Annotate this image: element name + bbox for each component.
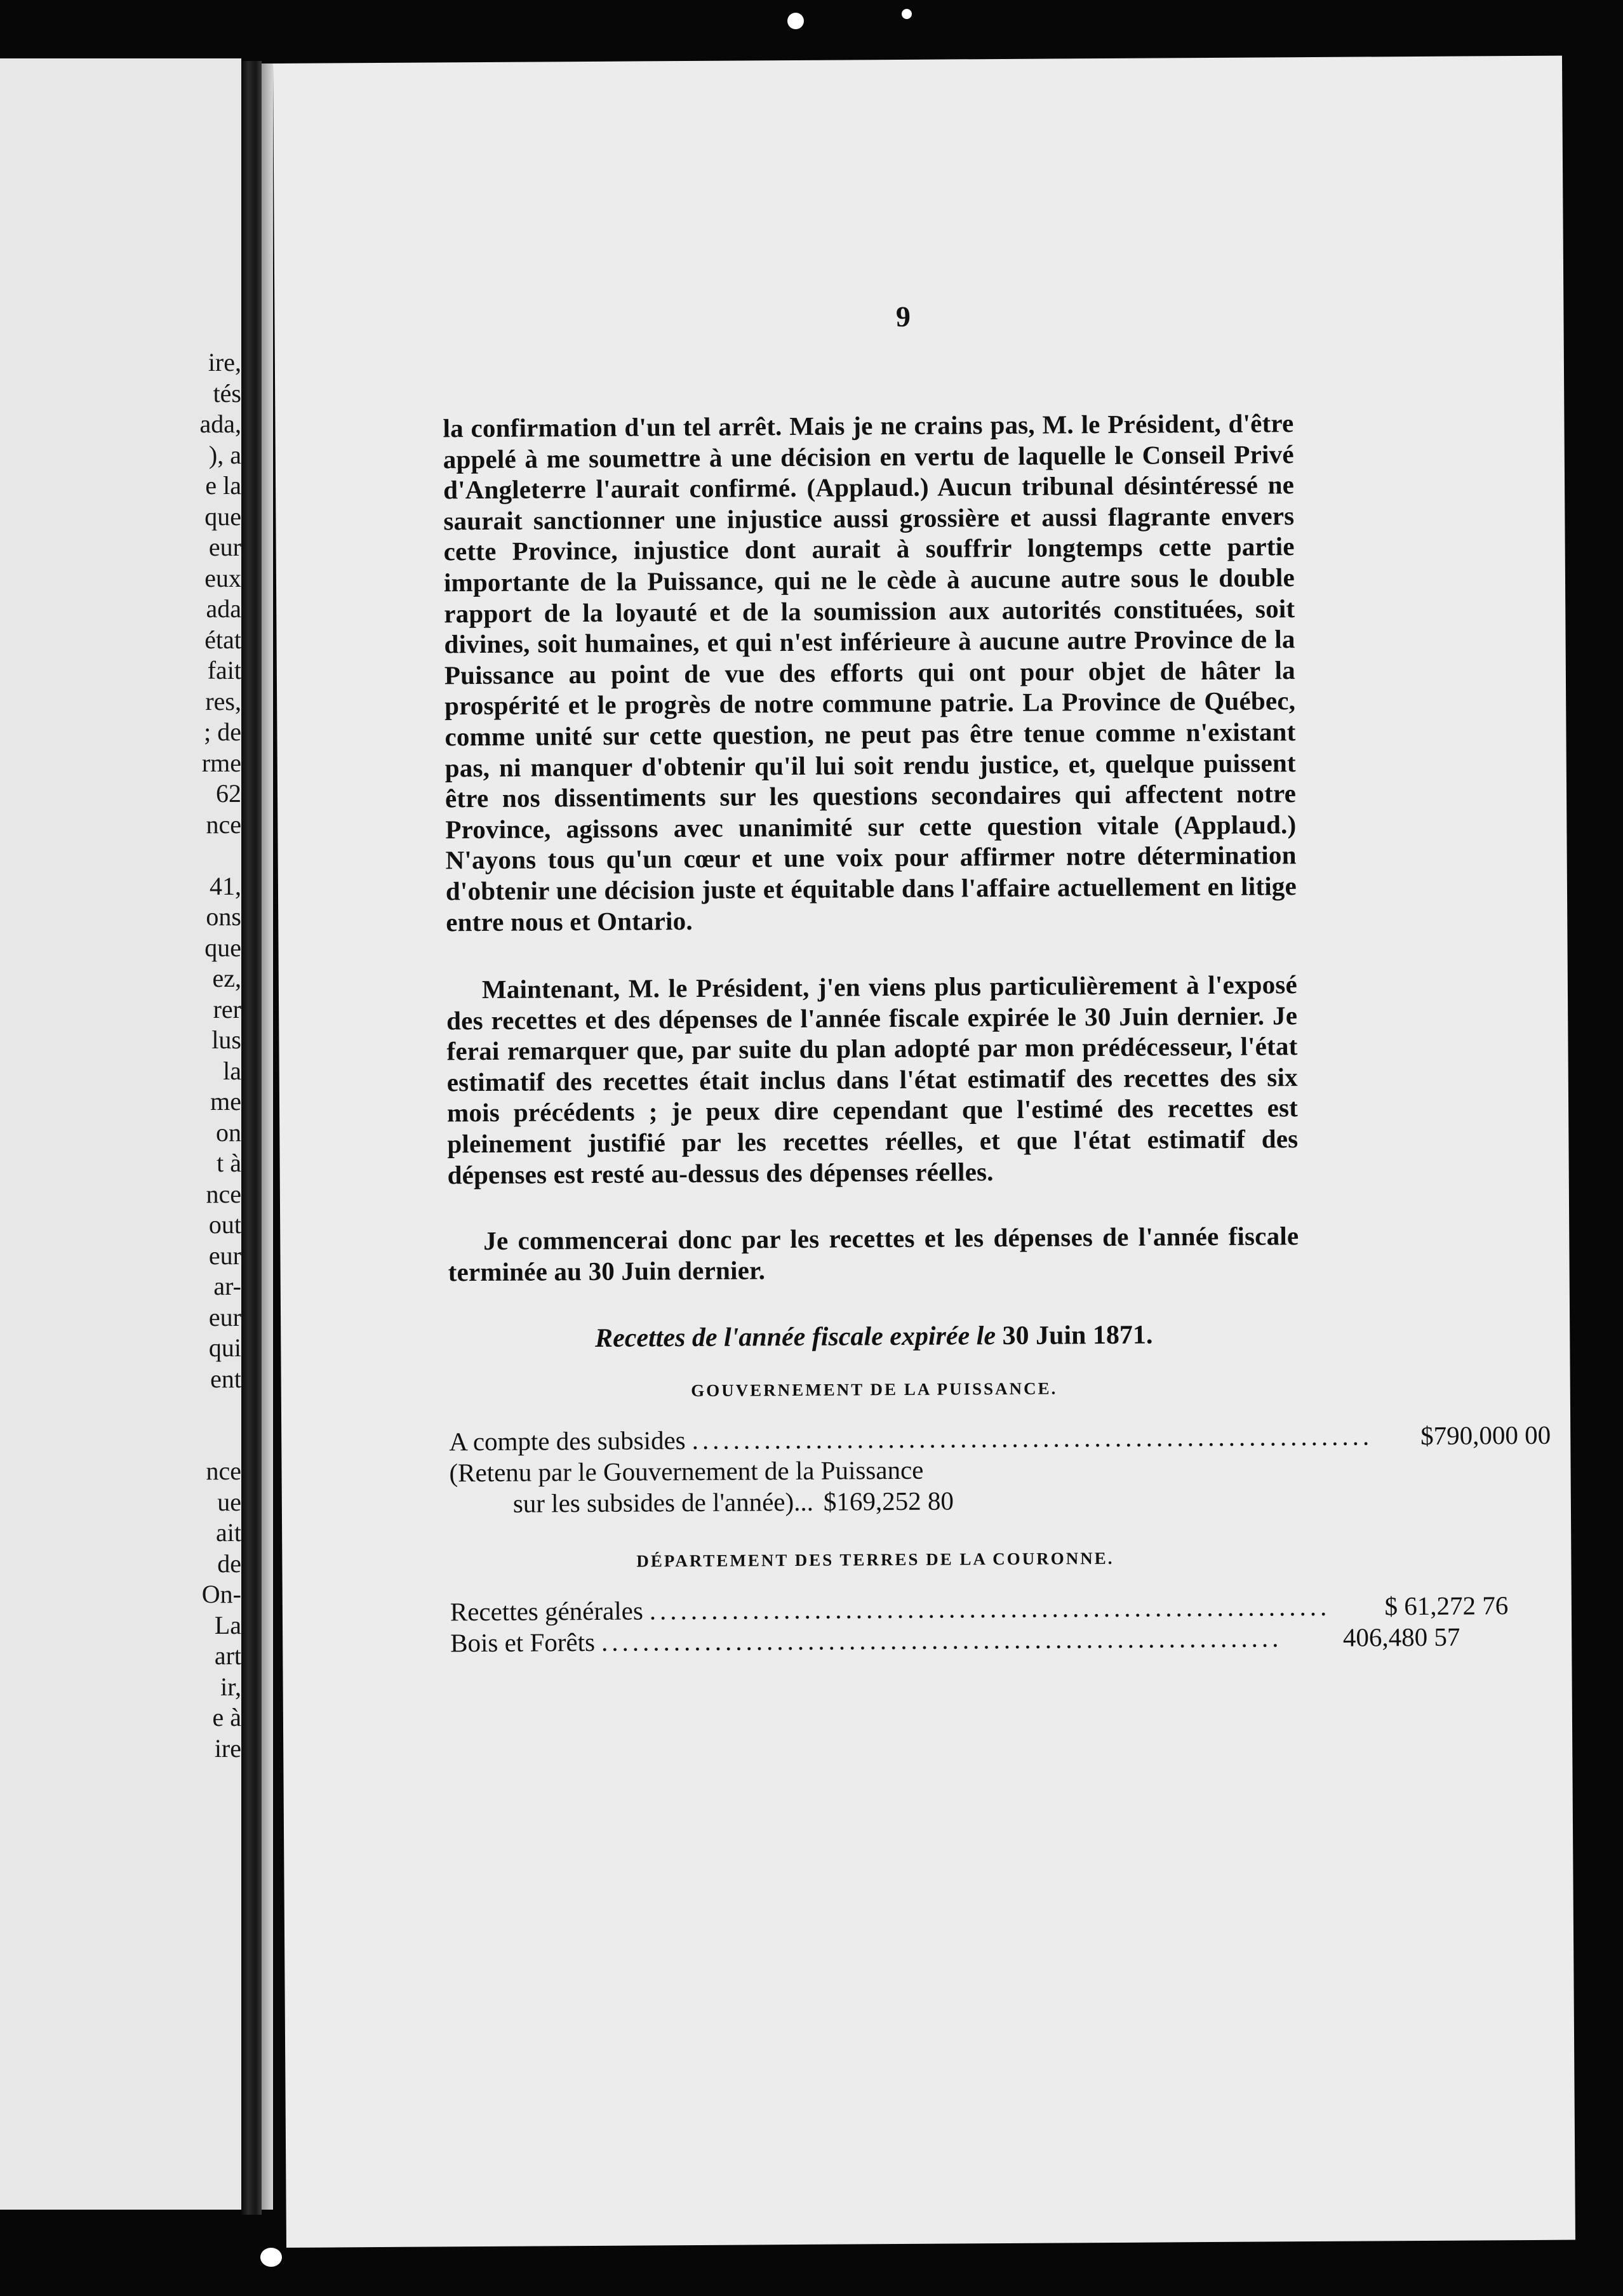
paragraph-1: la confirmation d'un tel arrêt. Mais je ne crains pas, M. le Président, d'être appelé à me soumettre à une décision en vertu de laquelle le Conseil Privé d'Angleterre l'aurait confirmé. (Applaud.) Aucun tribunal désintéressé ne saurait sanctionner une injustice aussi grossière et aussi flagrante envers cette Province, injustice dont aurait à souffrir longtemps cette partie importante de la Puissance, qui ne le cède à aucune autre sous le double rapport de la loyauté et de la soumission aux autorités constituées, soit divines, soit humaines, et qui n'est inférieure à aucune autre Province de la Puissance au point de vue des efforts qui ont pour objet de hâter la prospérité et le progrès de notre commune patrie. La Province de Québec, comme unité sur cette question, ne peut pas être tenue comme n'existant pas, ni manquer d'obtenir qu'il lui soit rendu justice, et, quelque puissent être nos dissentiments sur les questions secondaires qui affectent notre Province, agissons avec unanimité sur cette question vitale (Applaud.) N'ayons tous qu'un cœur et une voix pour affirmer notre détermination d'obtenir une décision juste et équitable dans l'affaire actuellement en litige entre nous et Ontario. — [443, 408, 1297, 937]
ledger-note-line-2 — [450, 1485, 1110, 1519]
facing-page-line-fragment: nce — [206, 1179, 241, 1208]
facing-page-line-fragment: eux — [204, 563, 241, 592]
facing-page-line-fragment — [165, 840, 241, 871]
facing-page-line-fragment: ; de — [204, 718, 241, 746]
facing-page-line-fragment: état — [204, 625, 241, 654]
ledger-terres — [450, 1591, 1509, 1659]
facing-page-line-fragment: de — [217, 1549, 241, 1578]
facing-page-line-fragment: eur — [208, 1302, 241, 1332]
facing-page-line-fragment: nce — [206, 810, 241, 839]
facing-page-line-fragment: la — [223, 1056, 241, 1085]
facing-page-line-fragment: nce — [206, 1457, 241, 1485]
book-binding-gutter — [241, 61, 262, 2215]
ledger-row-label: Bois et Forêts — [450, 1627, 596, 1658]
caption-text: Recettes de l'année fiscale expirée le — [594, 1321, 996, 1354]
facing-page-line-fragment: ar- — [213, 1272, 241, 1300]
ledger-note-line-1: (Retenu par le Gouvernement de la Puissance — [449, 1455, 924, 1488]
facing-page-line-fragment: t à — [217, 1149, 241, 1177]
ledger-row-amount: $ 61,272 76 — [1384, 1591, 1509, 1621]
facing-page-line-fragment: que — [204, 933, 241, 962]
facing-page-line-fragment: On- — [201, 1580, 241, 1608]
facing-page-line-fragment: La — [214, 1610, 241, 1639]
facing-page-line-fragment: res, — [205, 686, 241, 716]
facing-page-line-fragment: ez, — [212, 964, 241, 992]
section-heading-gouvernement: GOUVERNEMENT DE LA PUISSANCE. — [691, 1378, 1058, 1401]
ledger-row-label: Recettes générales — [450, 1596, 643, 1627]
facing-page-line-fragment: eur — [208, 533, 241, 561]
facing-page-line-fragment — [165, 1394, 241, 1425]
table-caption — [448, 1319, 1299, 1355]
facing-page-line-fragment: ue — [217, 1487, 241, 1516]
facing-page-line-fragment: me — [210, 1087, 241, 1116]
facing-page-line-fragment: rer — [213, 994, 241, 1024]
facing-page-line-fragment: ons — [206, 902, 241, 931]
ledger-row — [450, 1591, 1509, 1628]
ledger-note-label: sur les subsides de l'année)... — [512, 1487, 814, 1519]
section-heading-terres: DÉPARTEMENT DES TERRES DE LA COURONNE. — [636, 1549, 1114, 1571]
ledger-row-label: A compte des subsides — [449, 1425, 686, 1457]
facing-page-line-fragment: ent — [210, 1364, 241, 1393]
ledger-row-amount: $790,000 00 — [1420, 1420, 1551, 1451]
facing-page-line-fragment: ire — [214, 1733, 241, 1763]
leader-dots: .................................................................. — [649, 1592, 1331, 1625]
caption-date: 30 Juin 1871. — [1002, 1321, 1153, 1351]
gutter-edge — [262, 63, 273, 2210]
facing-page-line-fragment: ir, — [220, 1672, 241, 1701]
facing-page-text-fragments — [165, 347, 241, 1764]
facing-page-line-fragment: art — [214, 1641, 241, 1670]
facing-page-line-fragment: fait — [207, 656, 241, 684]
ledger-row-amount: 406,480 57 — [1342, 1622, 1460, 1653]
leader-dots: .................................................................. — [691, 1421, 1373, 1455]
ledger-gouvernement — [449, 1420, 1551, 1520]
facing-page-line-fragment: ada — [206, 594, 241, 623]
facing-page-line-fragment: ait — [216, 1518, 241, 1547]
facing-page-line-fragment: tés — [213, 378, 241, 408]
ledger-row — [450, 1622, 1460, 1659]
facing-page-line-fragment: 62 — [216, 779, 241, 808]
page-body — [442, 300, 1551, 1659]
facing-page-line-fragment: e à — [212, 1703, 241, 1732]
facing-page-line-fragment: ada, — [199, 410, 241, 438]
facing-page-left — [0, 58, 241, 2210]
facing-page-line-fragment: on — [216, 1118, 241, 1147]
facing-page-line-fragment: ), a — [208, 440, 241, 469]
facing-page-line-fragment: lus — [211, 1025, 241, 1054]
ledger-note — [449, 1453, 1300, 1520]
facing-page-line-fragment: e la — [205, 471, 241, 500]
facing-page-line-fragment: que — [204, 502, 241, 531]
leader-dots: .................................................................. — [601, 1623, 1283, 1657]
facing-page-line-fragment — [165, 1425, 241, 1457]
ledger-row — [449, 1420, 1551, 1458]
facing-page-line-fragment: 41, — [210, 871, 241, 900]
ledger-note-amount: $169,252 80 — [823, 1486, 954, 1517]
facing-page-line-fragment: out — [208, 1210, 241, 1239]
paragraph-3: Je commencerai donc par les recettes et les dépenses de l'année fiscale terminée au 30 Juin dernier. — [448, 1221, 1299, 1287]
book-page — [273, 56, 1575, 2248]
facing-page-line-fragment: ire, — [208, 348, 241, 377]
paragraph-2: Maintenant, M. le Président, j'en viens plus particulièrement à l'exposé des recettes et des dépenses de l'année fiscale expirée le 30 Juin dernier. Je ferai remarquer que, par suite du plan adopté par mon prédécesseur, l'état estimatif des recettes était inclus dans l'état estimatif des recettes des six mois précédents ; je peux dire cependant que l'estimé des recettes est pleinement justifié par les recettes réelles, et que l'état estimatif des dépenses est resté au-dessus des dépenses réelles. — [446, 970, 1299, 1190]
facing-page-line-fragment: qui — [208, 1333, 241, 1362]
facing-page-line-fragment: rme — [201, 748, 241, 777]
page-number: 9 — [895, 300, 911, 333]
facing-page-line-fragment: eur — [208, 1241, 241, 1270]
